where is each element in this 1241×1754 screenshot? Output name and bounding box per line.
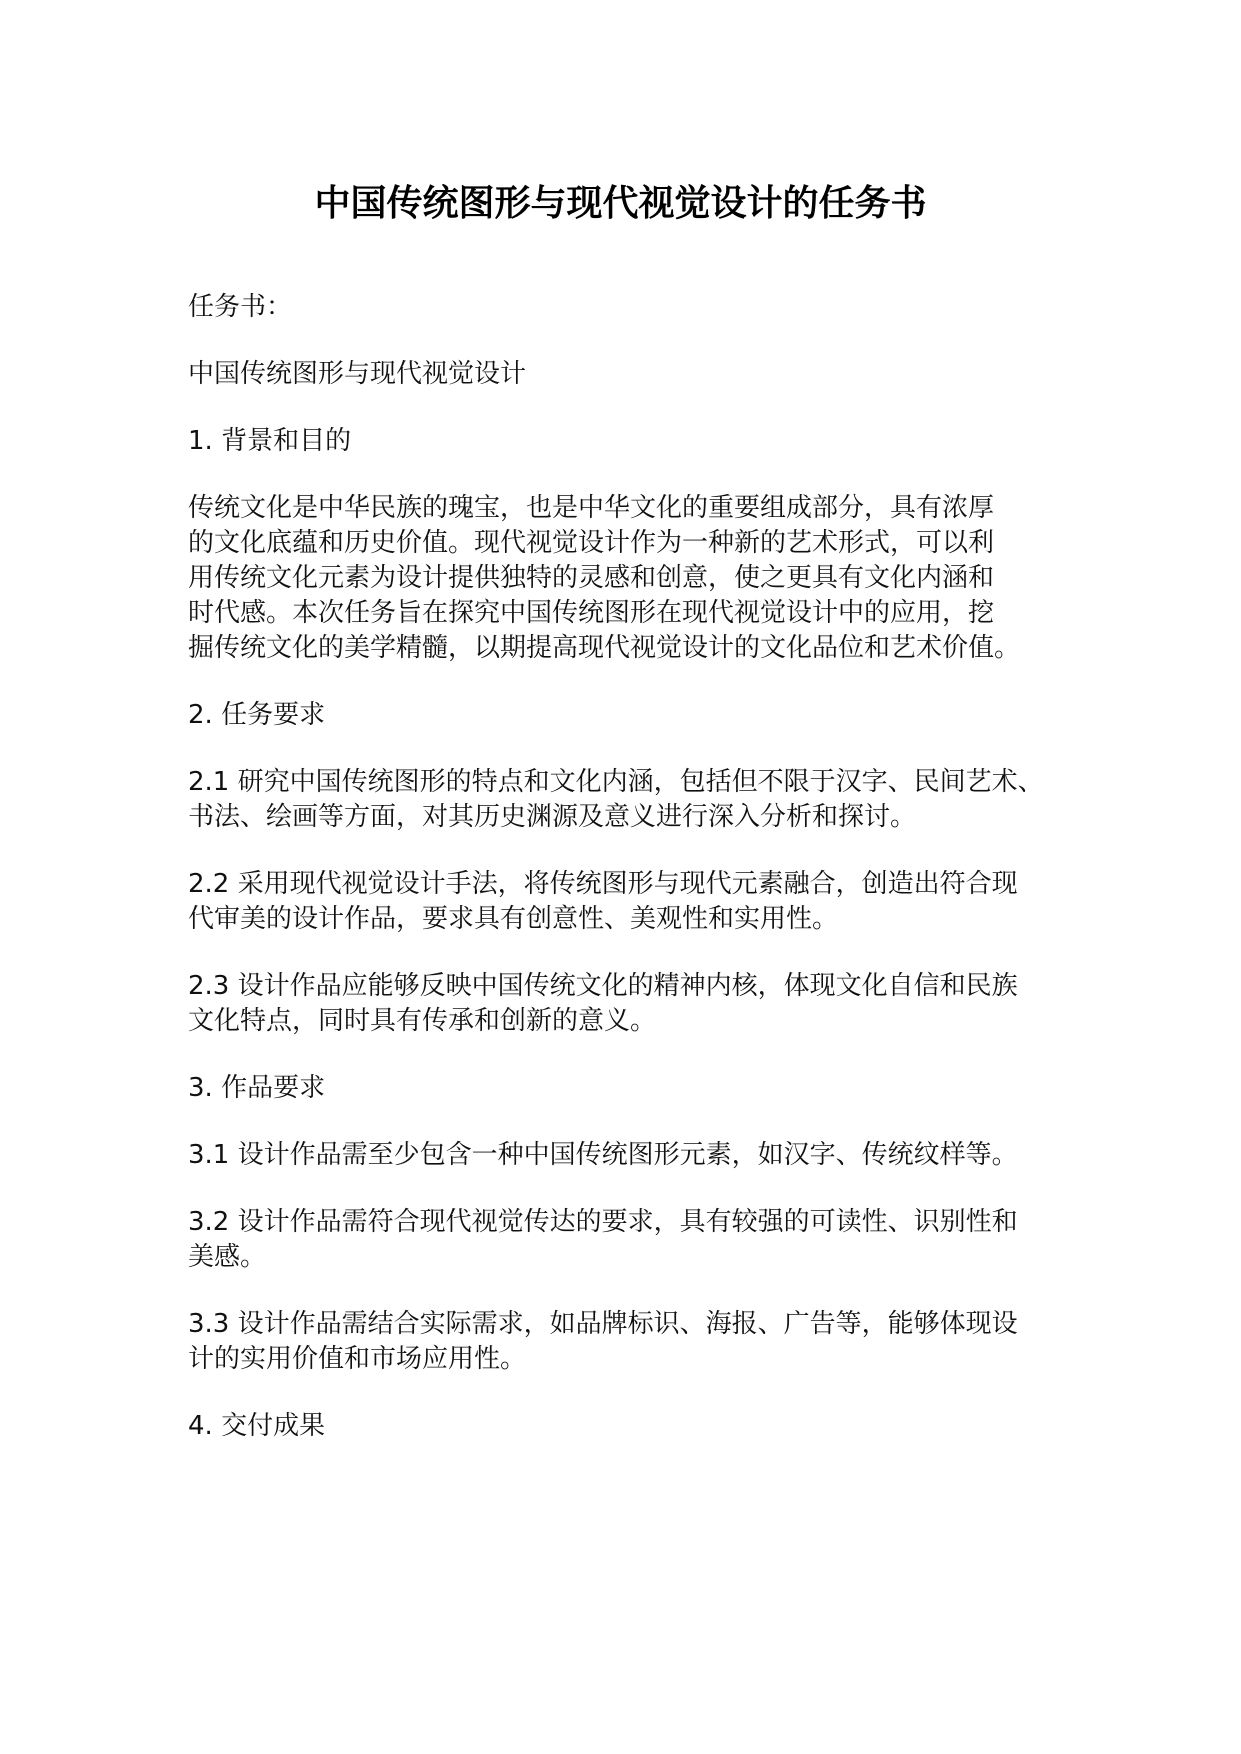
- paragraph-line: 3.2 设计作品需符合现代视觉传达的要求，具有较强的可读性、识别性和: [188, 1207, 1018, 1237]
- paragraph-background: [188, 491, 1068, 666]
- paragraph-3-1: [188, 1138, 1068, 1173]
- paragraph-line: 计的实用价值和市场应用性。: [188, 1344, 527, 1374]
- document-body: [188, 290, 1068, 1476]
- paragraph-line: 美感。: [188, 1242, 267, 1272]
- section-heading-2: [188, 698, 1068, 733]
- paragraph-2-2: [188, 867, 1068, 937]
- paragraph-line: 任务书：: [188, 292, 293, 322]
- paragraph-line: 3.3 设计作品需结合实际需求，如品牌标识、海报、广告等，能够体现设: [188, 1309, 1018, 1339]
- section-heading-1: [188, 424, 1068, 459]
- paragraph-line: 3.1 设计作品需至少包含一种中国传统图形元素，如汉字、传统纹样等。: [188, 1140, 1018, 1170]
- heading-line: 2. 任务要求: [188, 700, 326, 730]
- paragraph-line: 书法、绘画等方面，对其历史渊源及意义进行深入分析和探讨。: [188, 802, 917, 832]
- heading-line: 3. 作品要求: [188, 1073, 326, 1103]
- paragraph-line: 传统文化是中华民族的瑰宝，也是中华文化的重要组成部分，具有浓厚: [188, 493, 995, 523]
- paragraph-3-2: [188, 1205, 1068, 1275]
- paragraph-line: 代审美的设计作品，要求具有创意性、美观性和实用性。: [188, 904, 839, 934]
- section-heading-3: [188, 1071, 1068, 1106]
- heading-line: 4. 交付成果: [188, 1411, 326, 1441]
- paragraph-line: 2.3 设计作品应能够反映中国传统文化的精神内核，体现文化自信和民族: [188, 971, 1018, 1001]
- section-heading-4: [188, 1409, 1068, 1444]
- paragraph-line: 2.1 研究中国传统图形的特点和文化内涵，包括但不限于汉字、民间艺术、: [188, 767, 1044, 797]
- paragraph-line: 时代感。本次任务旨在探究中国传统图形在现代视觉设计中的应用，挖: [188, 598, 995, 628]
- paragraph-line: 掘传统文化的美学精髓，以期提高现代视觉设计的文化品位和艺术价值。: [188, 633, 1021, 663]
- paragraph-line: 2.2 采用现代视觉设计手法，将传统图形与现代元素融合，创造出符合现: [188, 869, 1018, 899]
- paragraph-subject: [188, 357, 1068, 392]
- paragraph-2-3: [188, 969, 1068, 1039]
- document-title: 中国传统图形与现代视觉设计的任务书: [314, 183, 927, 224]
- paragraph-line: 用传统文化元素为设计提供独特的灵感和创意，使之更具有文化内涵和: [188, 563, 995, 593]
- paragraph-line: 文化特点，同时具有传承和创新的意义。: [188, 1006, 657, 1036]
- paragraph-line: 的文化底蕴和历史价值。现代视觉设计作为一种新的艺术形式，可以利: [188, 528, 995, 558]
- paragraph-task-label: [188, 290, 1068, 325]
- paragraph-line: 中国传统图形与现代视觉设计: [188, 359, 527, 389]
- paragraph-2-1: [188, 765, 1068, 835]
- paragraph-3-3: [188, 1307, 1068, 1377]
- heading-line: 1. 背景和目的: [188, 426, 352, 456]
